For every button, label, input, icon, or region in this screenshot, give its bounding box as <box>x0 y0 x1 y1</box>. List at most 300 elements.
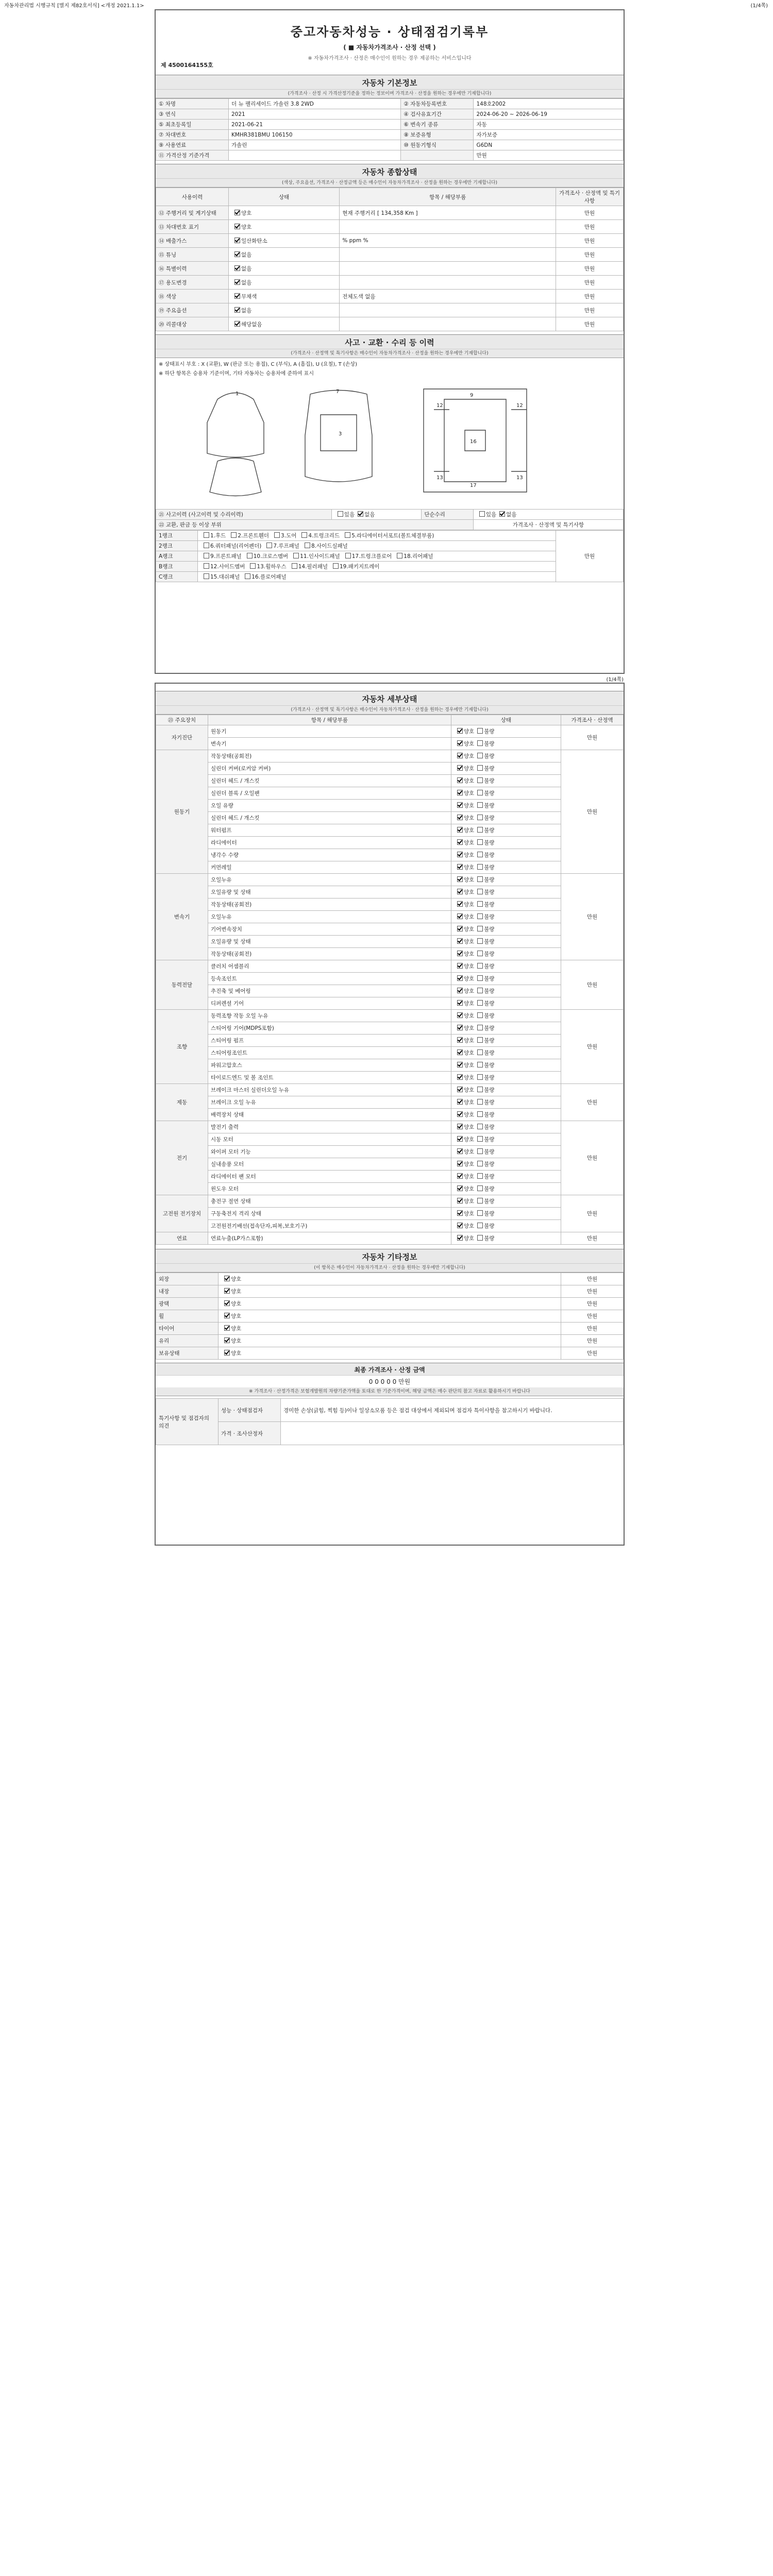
detail-item: 스티어링조인트 <box>208 1047 451 1059</box>
rank-item: 11.인사이드패널 <box>300 553 340 560</box>
checkbox-checked[interactable] <box>457 753 463 758</box>
svg-text:7: 7 <box>336 389 340 395</box>
detail-state-bad: 불량 <box>484 988 495 994</box>
detail-state-bad: 불량 <box>484 840 495 846</box>
checkbox-checked[interactable] <box>457 1124 463 1129</box>
detail-state-ok: 양호 <box>463 778 475 784</box>
checkbox[interactable] <box>266 543 272 548</box>
basic-info-value: 2021-06-21 <box>229 120 401 130</box>
other-row <box>156 1323 624 1335</box>
detail-row <box>156 738 624 750</box>
checkbox[interactable] <box>477 827 483 833</box>
detail-item: 라디에이터 <box>208 837 451 849</box>
checkbox[interactable] <box>477 802 483 808</box>
checkbox-checked[interactable] <box>224 1313 230 1318</box>
checkbox-checked[interactable] <box>457 926 463 931</box>
basic-info-label: ⑪ 가격산정 기준가격 <box>156 150 229 161</box>
detail-header: ㉓ 주요장치 <box>156 715 208 725</box>
basic-info-label <box>401 150 474 161</box>
overall-row <box>156 317 624 331</box>
checkbox-checked[interactable] <box>358 511 363 517</box>
overall-amount: 만원 <box>556 290 624 303</box>
checkbox[interactable] <box>477 1111 483 1117</box>
basic-info-label: ③ 연식 <box>156 109 229 120</box>
rank-item: 5.라디에이터서포트(볼트체결부품) <box>351 533 434 539</box>
checkbox-checked[interactable] <box>224 1325 230 1331</box>
checkbox[interactable] <box>338 511 343 517</box>
detail-item: 등속조인트 <box>208 973 451 985</box>
detail-state <box>451 1010 561 1022</box>
checkbox-checked[interactable] <box>457 938 463 944</box>
checkbox-checked[interactable] <box>457 1111 463 1117</box>
checkbox-checked[interactable] <box>457 1099 463 1105</box>
rank-label: C랭크 <box>156 572 198 582</box>
checkbox-checked[interactable] <box>457 951 463 956</box>
rank-row <box>156 531 624 541</box>
detail-item: 시동 모터 <box>208 1133 451 1146</box>
detail-state-bad: 불량 <box>484 1235 495 1242</box>
checkbox[interactable] <box>345 532 350 538</box>
detail-row <box>156 787 624 800</box>
checkbox-checked[interactable] <box>457 1148 463 1154</box>
overall-amount: 만원 <box>556 262 624 276</box>
checkbox[interactable] <box>477 1099 483 1105</box>
checkbox-checked[interactable] <box>457 1210 463 1216</box>
checkbox[interactable] <box>293 553 299 558</box>
detail-group: 변속기 <box>156 874 208 960</box>
final-price-note: ※ 가격조사 · 산정가격은 보험개발원의 차량기준가액을 토대로 한 기준가격이며, 해당 금액은 매수 판단의 참고 자료로 활용하시기 바랍니다 <box>156 1387 624 1396</box>
checkbox[interactable] <box>477 790 483 795</box>
detail-state-ok: 양호 <box>463 1038 475 1044</box>
detail-status-table <box>156 715 624 1245</box>
checkbox[interactable] <box>477 1161 483 1166</box>
other-label: 휠 <box>156 1310 219 1323</box>
checkbox-checked[interactable] <box>457 1025 463 1030</box>
checkbox[interactable] <box>204 532 209 538</box>
special-notes-text: 경미한 손상(긁힘, 찍힘 등)이나 일상소모품 등은 점검 대상에서 제외되며 점검자 특이사항을 참고하시기 바랍니다. <box>281 1399 624 1422</box>
checkbox-checked[interactable] <box>457 815 463 820</box>
detail-state-bad: 불량 <box>484 889 495 895</box>
overall-state <box>229 303 340 317</box>
detail-state-bad: 불량 <box>484 926 495 933</box>
overall-state-text: 없음 <box>241 265 252 272</box>
rank-item: 16.플로어패널 <box>251 574 287 580</box>
checkbox-checked[interactable] <box>457 740 463 746</box>
detail-amount: 만원 <box>561 1010 624 1084</box>
checkbox[interactable] <box>477 975 483 981</box>
checkbox[interactable] <box>477 765 483 771</box>
detail-header: 가격조사 · 산정액 <box>561 715 624 725</box>
detail-row <box>156 1022 624 1035</box>
checkbox[interactable] <box>477 1235 483 1241</box>
section-detail-title: 자동차 세부상태 <box>156 691 624 706</box>
overall-amount: 만원 <box>556 206 624 220</box>
checkbox-checked[interactable] <box>457 913 463 919</box>
svg-text:13: 13 <box>436 475 443 481</box>
checkbox-checked[interactable] <box>457 1161 463 1166</box>
overall-detail <box>340 303 556 317</box>
checkbox-checked[interactable] <box>457 827 463 833</box>
detail-state-bad: 불량 <box>484 1124 495 1130</box>
detail-item: 실린더 헤드 / 개스킷 <box>208 775 451 787</box>
checkbox-checked[interactable] <box>234 265 240 271</box>
checkbox-checked[interactable] <box>457 1185 463 1191</box>
detail-state <box>451 812 561 824</box>
other-state-ok: 양호 <box>231 1276 242 1282</box>
simple-repair-value: 없음 <box>506 512 517 518</box>
detail-item: 오일 유량 <box>208 800 451 812</box>
checkbox[interactable] <box>477 913 483 919</box>
detail-row <box>156 948 624 960</box>
checkbox[interactable] <box>305 543 310 548</box>
checkbox-checked[interactable] <box>457 765 463 771</box>
detail-state-ok: 양호 <box>463 951 475 957</box>
detail-row <box>156 1072 624 1084</box>
checkbox[interactable] <box>477 1049 483 1055</box>
checkbox[interactable] <box>477 1062 483 1067</box>
checkbox[interactable] <box>247 553 253 558</box>
checkbox[interactable] <box>477 815 483 820</box>
checkbox[interactable] <box>345 553 351 558</box>
rank-table <box>156 530 624 582</box>
checkbox-checked[interactable] <box>457 1223 463 1228</box>
overall-state <box>229 317 340 331</box>
svg-text:3: 3 <box>339 431 342 437</box>
detail-amount: 만원 <box>561 750 624 874</box>
checkbox[interactable] <box>477 839 483 845</box>
detail-item: 실내송풍 모터 <box>208 1158 451 1171</box>
detail-state <box>451 787 561 800</box>
detail-state-bad: 불량 <box>484 753 495 759</box>
checkbox[interactable] <box>477 1223 483 1228</box>
basic-info-label: ⑩ 원동기형식 <box>401 140 474 150</box>
detail-item: 작동상태(공회전) <box>208 899 451 911</box>
checkbox-checked[interactable] <box>457 876 463 882</box>
other-row <box>156 1298 624 1310</box>
checkbox-checked[interactable] <box>457 839 463 845</box>
detail-item: 브레이크 마스터 실린더오일 누유 <box>208 1084 451 1096</box>
detail-header: 항목 / 해당부품 <box>208 715 451 725</box>
detail-state <box>451 948 561 960</box>
checkbox-checked[interactable] <box>457 963 463 969</box>
checkbox-checked[interactable] <box>499 511 505 517</box>
overall-label: ⑳ 리콜대상 <box>156 317 229 331</box>
detail-state-bad: 불량 <box>484 1186 495 1192</box>
rank-label: A랭크 <box>156 551 198 562</box>
detail-state-bad: 불량 <box>484 803 495 809</box>
detail-row <box>156 824 624 837</box>
detail-state <box>451 899 561 911</box>
overall-amount: 만원 <box>556 317 624 331</box>
checkbox[interactable] <box>477 1087 483 1092</box>
checkbox[interactable] <box>477 988 483 993</box>
detail-state-bad: 불량 <box>484 827 495 834</box>
detail-state-bad: 불량 <box>484 1211 495 1217</box>
checkbox-checked[interactable] <box>224 1337 230 1343</box>
checkbox[interactable] <box>204 573 209 579</box>
detail-item: 타이로드엔드 및 볼 조인트 <box>208 1072 451 1084</box>
detail-state <box>451 911 561 923</box>
detail-state <box>451 849 561 861</box>
accident-history-value: 없음 <box>364 512 375 518</box>
detail-state-ok: 양호 <box>463 803 475 809</box>
checkbox[interactable] <box>477 1012 483 1018</box>
checkbox-checked[interactable] <box>457 1087 463 1092</box>
checkbox[interactable] <box>477 938 483 944</box>
document-number: 제 4500164155호 <box>161 62 213 69</box>
rank-item: 19.패키지트레이 <box>339 564 380 570</box>
other-state-ok: 양호 <box>231 1350 242 1357</box>
rank-row <box>156 551 624 562</box>
checkbox[interactable] <box>477 777 483 783</box>
car-rear-view <box>210 458 261 496</box>
checkbox[interactable] <box>204 553 209 558</box>
overall-label: ⑲ 주요옵션 <box>156 303 229 317</box>
basic-info-label: ⑦ 차대번호 <box>156 130 229 140</box>
detail-row <box>156 1133 624 1146</box>
detail-state-bad: 불량 <box>484 1149 495 1155</box>
overall-label: ⑫ 주행거리 및 계기상태 <box>156 206 229 220</box>
overall-detail <box>340 276 556 290</box>
checkbox-checked[interactable] <box>457 1037 463 1043</box>
other-state-ok: 양호 <box>231 1326 242 1332</box>
detail-row <box>156 775 624 787</box>
checkbox[interactable] <box>477 889 483 894</box>
svg-text:9: 9 <box>470 393 474 398</box>
checkbox-checked[interactable] <box>224 1288 230 1294</box>
checkbox[interactable] <box>477 852 483 857</box>
detail-state-ok: 양호 <box>463 1112 475 1118</box>
rank-item: 2.프론트휀더 <box>238 533 270 539</box>
simple-repair-label: 단순수리 <box>422 510 474 520</box>
detail-state-ok: 양호 <box>463 1198 475 1205</box>
checkbox[interactable] <box>292 563 297 569</box>
checkbox-checked[interactable] <box>234 238 240 243</box>
detail-state <box>451 936 561 948</box>
detail-item: 스티어링 기어(MDPS포함) <box>208 1022 451 1035</box>
detail-item: 워터펌프 <box>208 824 451 837</box>
rank-items <box>198 572 556 582</box>
detail-amount: 만원 <box>561 874 624 960</box>
checkbox[interactable] <box>477 1148 483 1154</box>
detail-row <box>156 997 624 1010</box>
other-state-ok: 양호 <box>231 1338 242 1344</box>
checkbox-checked[interactable] <box>224 1276 230 1281</box>
detail-state-ok: 양호 <box>463 1087 475 1093</box>
section-accident-note: (가격조사 · 산정액 및 특기사항은 매수인이 자동차가격조사 · 산정을 원하는 경우에만 기재합니다) <box>156 349 624 358</box>
detail-state-bad: 불량 <box>484 914 495 920</box>
detail-row <box>156 1047 624 1059</box>
overall-state <box>229 206 340 220</box>
checkbox[interactable] <box>479 511 485 517</box>
overall-row <box>156 248 624 262</box>
checkbox[interactable] <box>477 926 483 931</box>
rank-item: 10.크로스멤버 <box>253 553 289 560</box>
checkbox-checked[interactable] <box>224 1350 230 1355</box>
checkbox[interactable] <box>477 753 483 758</box>
checkbox-checked[interactable] <box>457 852 463 857</box>
checkbox[interactable] <box>477 740 483 746</box>
overall-label: ⑭ 배출가스 <box>156 234 229 248</box>
detail-state <box>451 1158 561 1171</box>
checkbox-checked[interactable] <box>457 1198 463 1204</box>
other-amount: 만원 <box>561 1285 624 1298</box>
checkbox[interactable] <box>477 1136 483 1142</box>
overall-state <box>229 234 340 248</box>
section-overall-note: (색상, 주요옵션, 가격조사 · 산정금액 등은 매수인이 자동차가격조사 · 산정을 원하는 경우에만 기재합니다) <box>156 179 624 188</box>
checkbox-checked[interactable] <box>457 901 463 907</box>
detail-item: 작동상태(공회전) <box>208 948 451 960</box>
checkbox[interactable] <box>204 563 209 569</box>
checkbox-checked[interactable] <box>457 1136 463 1142</box>
checkbox[interactable] <box>274 532 280 538</box>
checkbox-checked[interactable] <box>457 864 463 870</box>
checkbox-checked[interactable] <box>457 777 463 783</box>
checkbox-checked[interactable] <box>457 802 463 808</box>
rank-item: 7.루프패널 <box>273 543 299 549</box>
checkbox[interactable] <box>477 1037 483 1043</box>
checkbox[interactable] <box>245 573 250 579</box>
svg-text:1: 1 <box>236 391 239 397</box>
rank-item: 18.리어패널 <box>404 553 433 560</box>
other-state <box>219 1273 561 1285</box>
checkbox[interactable] <box>477 1074 483 1080</box>
detail-state <box>451 1022 561 1035</box>
checkbox[interactable] <box>477 1173 483 1179</box>
overall-state <box>229 276 340 290</box>
other-label: 내장 <box>156 1285 219 1298</box>
detail-state <box>451 1220 561 1232</box>
detail-state-ok: 양호 <box>463 1075 475 1081</box>
checkbox-checked[interactable] <box>457 1235 463 1241</box>
checkbox[interactable] <box>477 1210 483 1216</box>
rank-row <box>156 541 624 551</box>
detail-state <box>451 1208 561 1220</box>
checkbox[interactable] <box>477 728 483 734</box>
checkbox-checked[interactable] <box>234 321 240 327</box>
detail-state-bad: 불량 <box>484 877 495 883</box>
detail-state-ok: 양호 <box>463 1050 475 1056</box>
basic-info-row <box>156 99 624 109</box>
detail-item: 고전원전기배선(접속단자,피복,보호기구) <box>208 1220 451 1232</box>
detail-row <box>156 1096 624 1109</box>
checkbox[interactable] <box>477 963 483 969</box>
checkbox[interactable] <box>477 1025 483 1030</box>
detail-state-ok: 양호 <box>463 728 475 735</box>
checkbox-checked[interactable] <box>457 1074 463 1080</box>
detail-state-ok: 양호 <box>463 766 475 772</box>
detail-state <box>451 886 561 899</box>
overall-state-text: 양호 <box>241 210 252 216</box>
other-state <box>219 1335 561 1347</box>
basic-info-value: 2024-06-20 ~ 2026-06-19 <box>474 109 624 120</box>
detail-state <box>451 960 561 973</box>
checkbox-checked[interactable] <box>457 988 463 993</box>
rank-item: 9.프론트패널 <box>210 553 242 560</box>
checkbox[interactable] <box>477 876 483 882</box>
checkbox[interactable] <box>477 901 483 907</box>
other-amount: 만원 <box>561 1273 624 1285</box>
basic-info-row <box>156 150 624 161</box>
checkbox-checked[interactable] <box>234 293 240 299</box>
checkbox-checked[interactable] <box>234 210 240 215</box>
svg-text:13: 13 <box>516 475 523 481</box>
checkbox[interactable] <box>204 543 209 548</box>
overall-detail <box>340 262 556 276</box>
detail-state-ok: 양호 <box>463 988 475 994</box>
overall-detail: 전체도색 없음 <box>340 290 556 303</box>
overall-label: ⑱ 색상 <box>156 290 229 303</box>
detail-group: 원동기 <box>156 750 208 874</box>
basic-info-table <box>156 98 624 161</box>
checkbox-checked[interactable] <box>234 307 240 313</box>
overall-state-text: 없음 <box>241 251 252 258</box>
checkbox[interactable] <box>231 532 237 538</box>
overall-detail <box>340 317 556 331</box>
checkbox-checked[interactable] <box>457 975 463 981</box>
rank-item: 14.필러패널 <box>298 564 328 570</box>
detail-row <box>156 960 624 973</box>
checkbox[interactable] <box>397 553 402 558</box>
overall-amount: 만원 <box>556 234 624 248</box>
detail-state-ok: 양호 <box>463 1174 475 1180</box>
checkbox-checked[interactable] <box>457 1062 463 1067</box>
checkbox[interactable] <box>301 532 307 538</box>
detail-row <box>156 973 624 985</box>
checkbox[interactable] <box>477 951 483 956</box>
detail-state <box>451 1084 561 1096</box>
checkbox-checked[interactable] <box>234 279 240 285</box>
checkbox-checked[interactable] <box>457 1173 463 1179</box>
other-amount: 만원 <box>561 1347 624 1360</box>
checkbox-checked[interactable] <box>457 1000 463 1006</box>
overall-label: ⑰ 용도변경 <box>156 276 229 290</box>
checkbox-checked[interactable] <box>224 1300 230 1306</box>
detail-state <box>451 1072 561 1084</box>
detail-item: 디퍼렌셜 기어 <box>208 997 451 1010</box>
checkbox-checked[interactable] <box>457 728 463 734</box>
detail-item: 실린더 블록 / 오일팬 <box>208 787 451 800</box>
checkbox[interactable] <box>477 1000 483 1006</box>
detail-state-ok: 양호 <box>463 1186 475 1192</box>
detail-state-bad: 불량 <box>484 963 495 970</box>
checkbox-checked[interactable] <box>234 224 240 229</box>
checkbox[interactable] <box>250 563 256 569</box>
checkbox[interactable] <box>477 1198 483 1204</box>
checkbox-checked[interactable] <box>457 1012 463 1018</box>
checkbox-checked[interactable] <box>234 251 240 257</box>
detail-item: 파워고압호스 <box>208 1059 451 1072</box>
detail-state <box>451 1171 561 1183</box>
checkbox-checked[interactable] <box>457 1049 463 1055</box>
detail-state <box>451 874 561 886</box>
detail-item: 오일유량 및 상태 <box>208 886 451 899</box>
checkbox[interactable] <box>477 1185 483 1191</box>
checkbox[interactable] <box>333 563 339 569</box>
car-diagram <box>156 379 624 507</box>
overall-detail: % ppm % <box>340 234 556 248</box>
detail-group: 조향 <box>156 1010 208 1084</box>
page-indicator: (1/4쪽) <box>750 3 768 9</box>
checkbox-checked[interactable] <box>457 889 463 894</box>
checkbox-checked[interactable] <box>457 790 463 795</box>
overall-label: ⑯ 특별이력 <box>156 262 229 276</box>
checkbox[interactable] <box>477 1124 483 1129</box>
basic-info-row <box>156 120 624 130</box>
checkbox[interactable] <box>477 864 483 870</box>
svg-text:16: 16 <box>470 439 477 445</box>
overall-state-text: 일산화탄소 <box>241 238 267 244</box>
